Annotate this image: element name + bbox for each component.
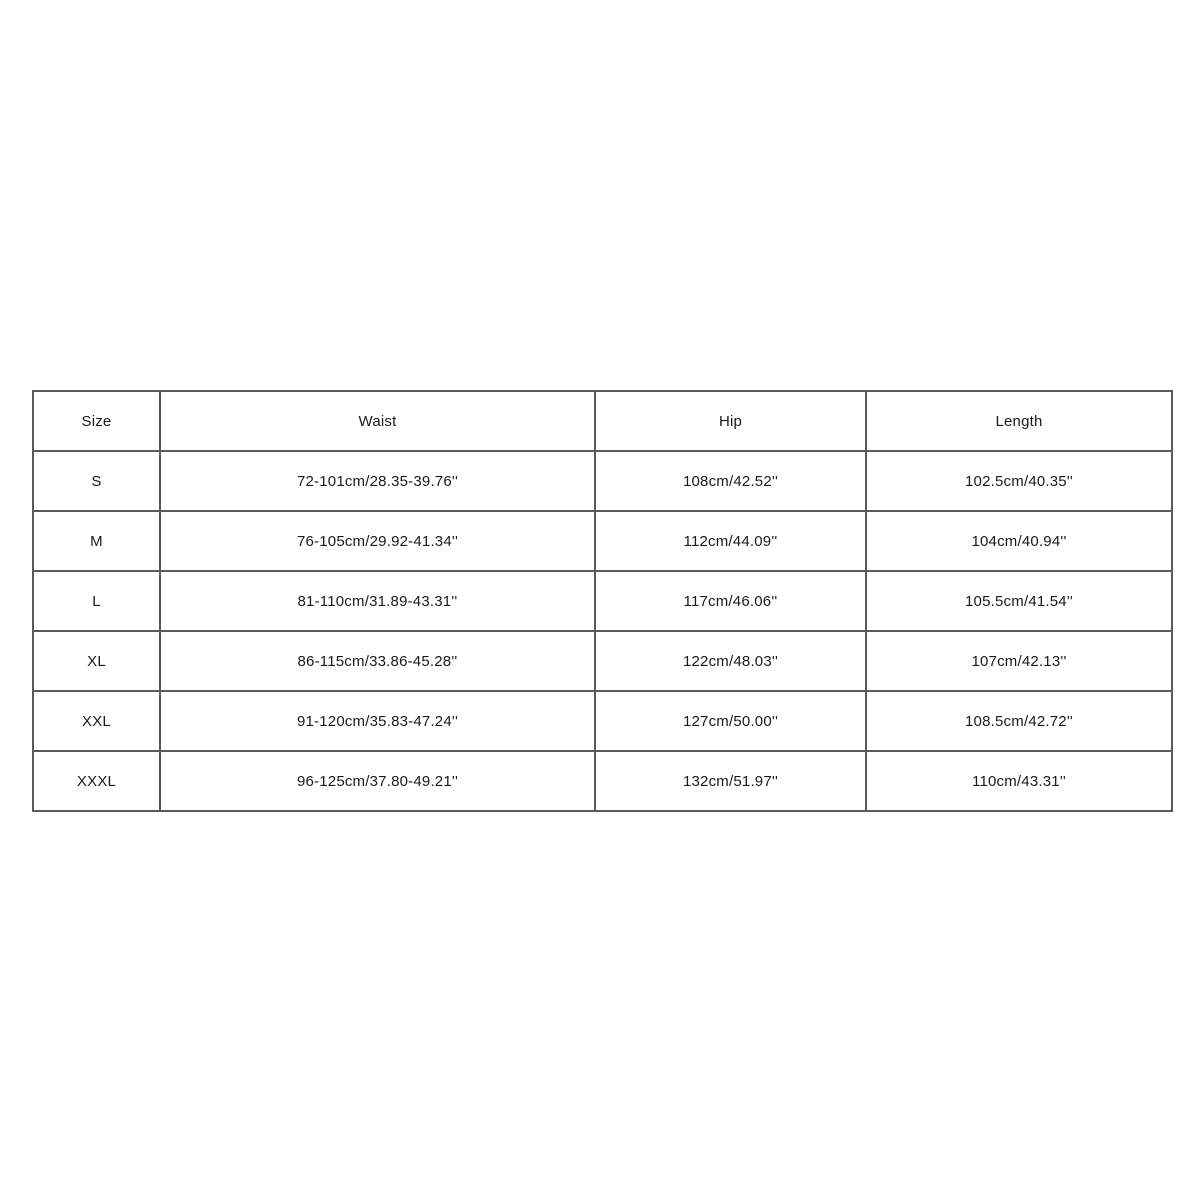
table-row bbox=[33, 691, 1172, 751]
cell-hip: 117cm/46.06'' bbox=[595, 571, 866, 631]
header-waist: Waist bbox=[160, 391, 595, 451]
cell-waist: 96-125cm/37.80-49.21'' bbox=[160, 751, 595, 811]
table-row bbox=[33, 631, 1172, 691]
cell-size: XXL bbox=[33, 691, 160, 751]
cell-hip: 127cm/50.00'' bbox=[595, 691, 866, 751]
cell-length: 102.5cm/40.35'' bbox=[866, 451, 1172, 511]
cell-size: S bbox=[33, 451, 160, 511]
cell-length: 110cm/43.31'' bbox=[866, 751, 1172, 811]
cell-waist: 91-120cm/35.83-47.24'' bbox=[160, 691, 595, 751]
cell-hip: 108cm/42.52'' bbox=[595, 451, 866, 511]
cell-size: M bbox=[33, 511, 160, 571]
table-row bbox=[33, 451, 1172, 511]
cell-hip: 132cm/51.97'' bbox=[595, 751, 866, 811]
table-row bbox=[33, 751, 1172, 811]
cell-length: 105.5cm/41.54'' bbox=[866, 571, 1172, 631]
table-row bbox=[33, 511, 1172, 571]
cell-waist: 86-115cm/33.86-45.28'' bbox=[160, 631, 595, 691]
cell-hip: 122cm/48.03'' bbox=[595, 631, 866, 691]
cell-length: 108.5cm/42.72'' bbox=[866, 691, 1172, 751]
cell-waist: 81-110cm/31.89-43.31'' bbox=[160, 571, 595, 631]
cell-hip: 112cm/44.09'' bbox=[595, 511, 866, 571]
cell-waist: 76-105cm/29.92-41.34'' bbox=[160, 511, 595, 571]
header-hip: Hip bbox=[595, 391, 866, 451]
cell-length: 104cm/40.94'' bbox=[866, 511, 1172, 571]
cell-size: XL bbox=[33, 631, 160, 691]
cell-length: 107cm/42.13'' bbox=[866, 631, 1172, 691]
size-chart-table bbox=[32, 390, 1173, 812]
table-header-row bbox=[33, 391, 1172, 451]
header-size: Size bbox=[33, 391, 160, 451]
header-length: Length bbox=[866, 391, 1172, 451]
cell-waist: 72-101cm/28.35-39.76'' bbox=[160, 451, 595, 511]
cell-size: L bbox=[33, 571, 160, 631]
cell-size: XXXL bbox=[33, 751, 160, 811]
table-row bbox=[33, 571, 1172, 631]
